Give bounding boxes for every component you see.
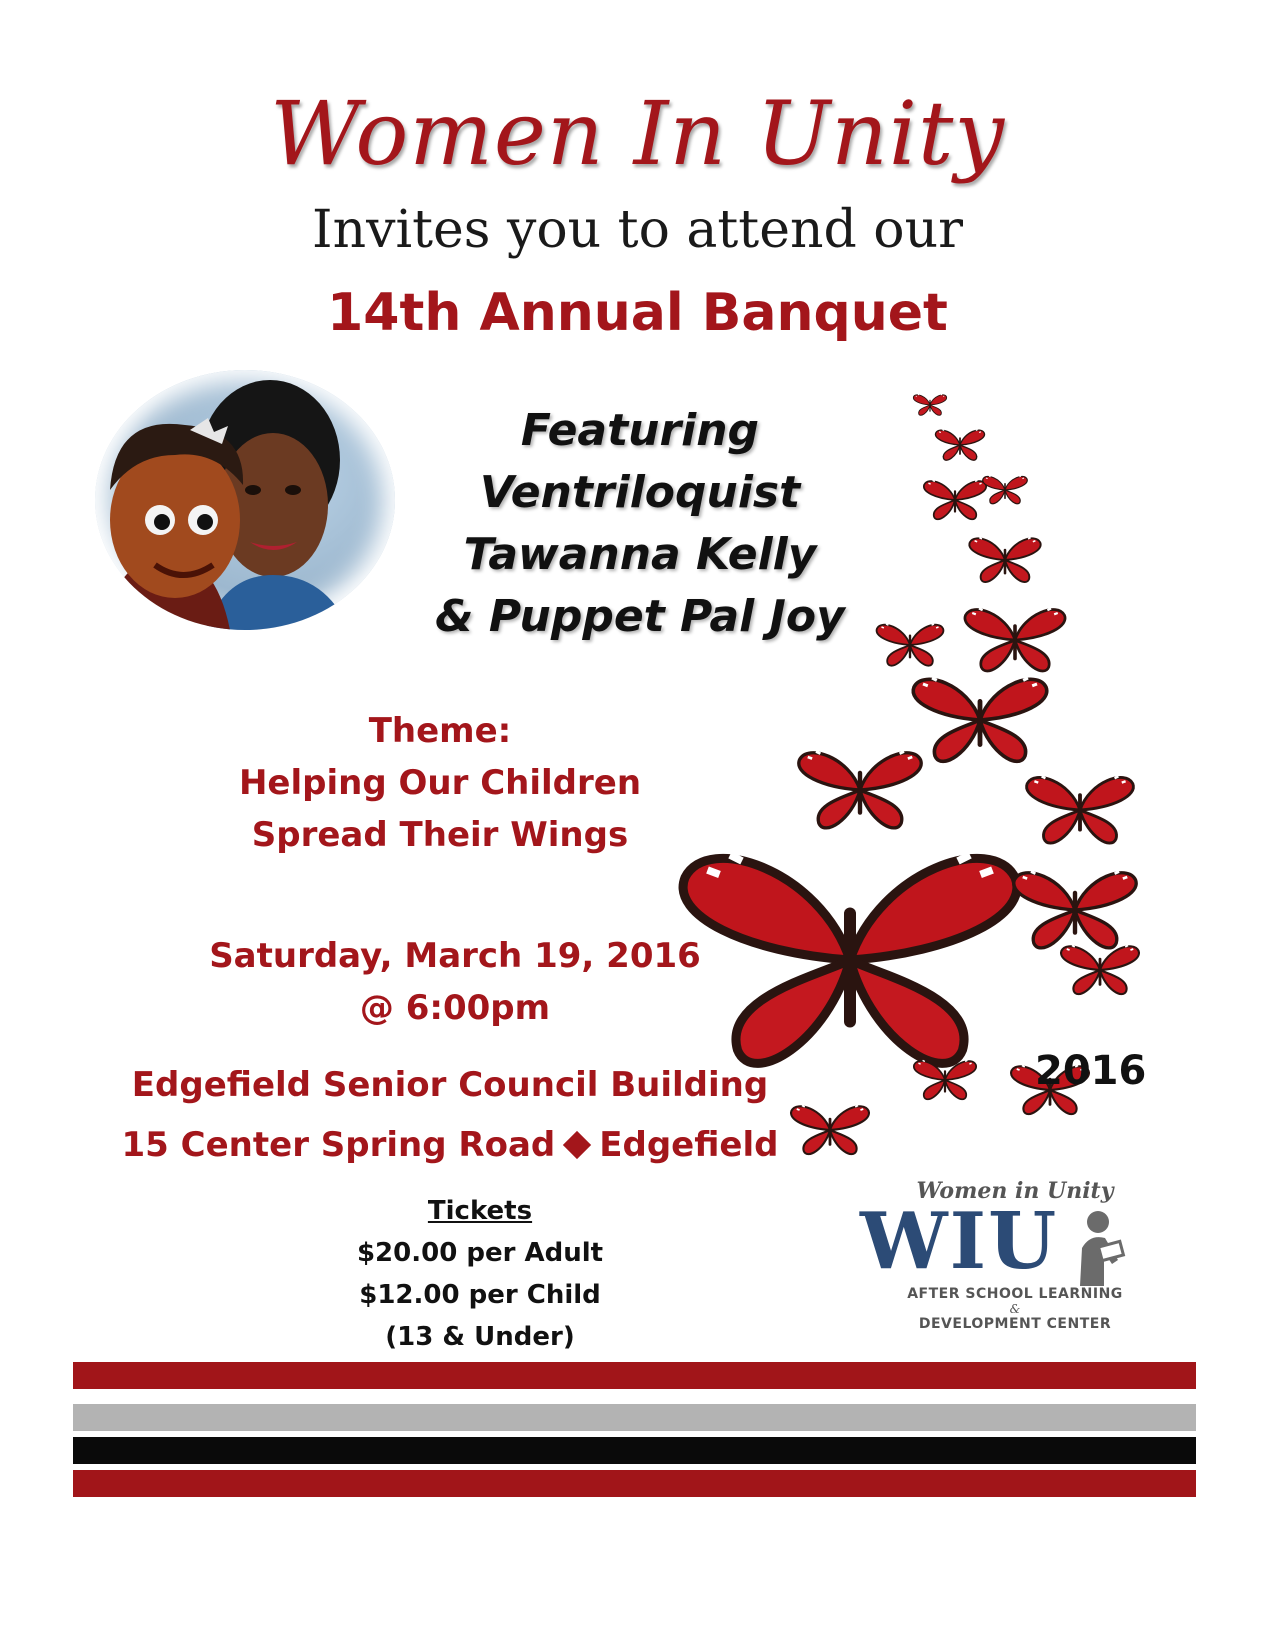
performer-photo-illustration	[95, 370, 395, 630]
venue-section	[90, 1055, 810, 1175]
theme-line-2: Spread Their Wings	[251, 815, 629, 855]
wiu-logo	[855, 1180, 1175, 1350]
logo-ampersand: &	[1009, 1302, 1021, 1316]
reading-child-icon	[1060, 1208, 1140, 1286]
diamond-separator-icon	[563, 1130, 591, 1158]
stripe-red-top	[73, 1362, 1196, 1389]
page-title: Women In Unity	[269, 82, 1006, 185]
invitation-line: Invites you to attend our	[312, 200, 963, 260]
event-date: Saturday, March 19, 2016	[209, 936, 701, 976]
venue-name: Edgefield Senior Council Building	[131, 1065, 769, 1105]
event-schedule	[175, 930, 735, 1034]
performer-photo	[95, 370, 395, 630]
venue-city: Edgefield	[599, 1125, 779, 1165]
logo-letters: WIU	[860, 1196, 1059, 1287]
stripe-red-bottom	[73, 1470, 1196, 1497]
stripe-gray	[73, 1404, 1196, 1431]
tickets-section	[295, 1190, 665, 1358]
child-price: $12.00 per Child	[359, 1280, 601, 1310]
performer-role: Ventriloquist	[479, 467, 801, 518]
theme-label: Theme:	[368, 711, 512, 751]
logo-line-2: DEVELOPMENT CENTER	[918, 1316, 1112, 1332]
event-time: @ 6:00pm	[359, 988, 551, 1028]
child-age-note: (13 & Under)	[385, 1322, 575, 1352]
venue-address	[90, 1115, 810, 1175]
performer-name: Tawanna Kelly	[463, 529, 817, 580]
featuring-label: Featuring	[520, 405, 760, 456]
theme-section	[190, 705, 690, 861]
adult-price: $20.00 per Adult	[356, 1238, 604, 1268]
event-name: 14th Annual Banquet	[327, 283, 948, 343]
stripe-black	[73, 1437, 1196, 1464]
theme-line-1: Helping Our Children	[238, 763, 642, 803]
year-label: 2016	[1035, 1048, 1147, 1094]
venue-street: 15 Center Spring Road	[121, 1125, 556, 1165]
logo-script-text: Women in Unity	[916, 1178, 1114, 1204]
logo-line-1: AFTER SCHOOL LEARNING	[907, 1286, 1123, 1302]
puppet-name: & Puppet Pal Joy	[435, 591, 845, 642]
tickets-heading: Tickets	[427, 1196, 533, 1226]
